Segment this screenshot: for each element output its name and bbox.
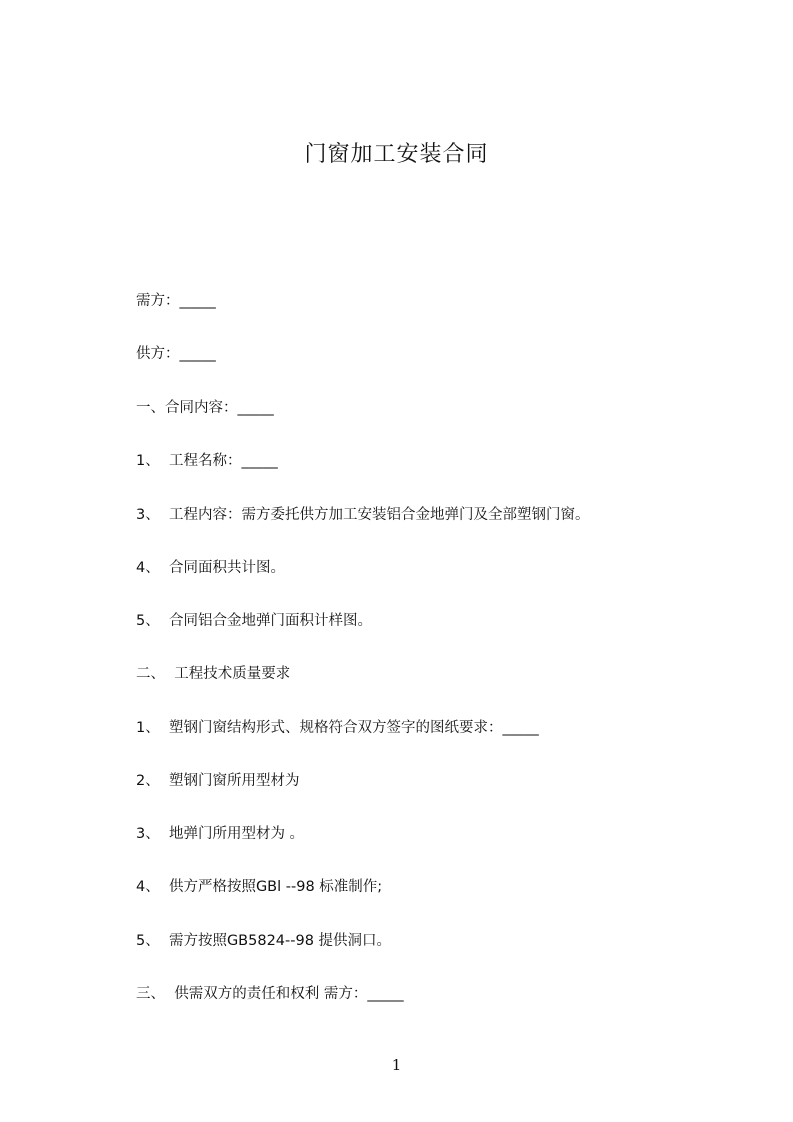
clause-window-material: 2、 塑钢门窗所用型材为 [136,773,300,789]
clause-door-material: 3、 地弹门所用型材为 。 [136,826,305,842]
clause-project-name: 1、 工程名称：_____ [136,453,278,469]
clause-door-area: 5、 合同铝合金地弹门面积计样图。 [136,613,372,629]
clause-standard: 4、 供方严格按照GBl --98 标准制作; [136,879,383,895]
page-number: 1 [391,1056,402,1074]
section-1-heading: 一、合同内容：_____ [136,400,274,416]
clause-structure-spec: 1、 塑钢门窗结构形式、规格符合双方签字的图纸要求：_____ [136,720,539,736]
supplier-line: 供方：_____ [136,346,216,362]
section-3-heading: 三、 供需双方的责任和权利 需方：_____ [136,986,404,1002]
buyer-line: 需方：_____ [136,293,216,309]
clause-project-content: 3、 工程内容：需方委托供方加工安装铝合金地弹门及全部塑钢门窗。 [136,507,590,523]
clause-contract-area: 4、 合同面积共计图。 [136,560,285,576]
section-2-heading: 二、 工程技术质量要求 [136,666,291,682]
document-title: 门窗加工安装合同 [304,142,489,167]
clause-opening: 5、 需方按照GB5824--98 提供洞口。 [136,933,392,949]
